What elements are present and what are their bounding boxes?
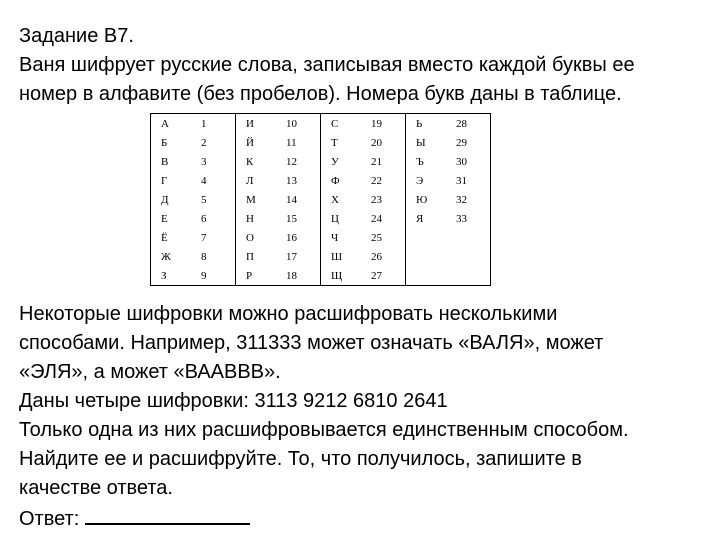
table-cell: [321, 266, 406, 286]
letter-number: 8: [201, 250, 207, 263]
letter-number: 10: [286, 117, 297, 130]
task-title: Задание В7.: [19, 25, 134, 47]
letter: Б: [161, 136, 168, 149]
table-cell: [236, 190, 321, 209]
table-cell: [151, 247, 236, 266]
answer-blank[interactable]: [85, 503, 250, 525]
table-cell: [236, 133, 321, 152]
body-line: Некоторые шифровки можно расшифровать несколькими: [19, 303, 558, 325]
letter-number: 1: [201, 117, 207, 130]
table-cell: [151, 152, 236, 171]
letter-number: 9: [201, 269, 207, 282]
letter-number: 29: [456, 136, 467, 149]
table-cell: [321, 228, 406, 247]
table-row: [151, 209, 491, 228]
letter-number: 3: [201, 155, 207, 168]
letter: А: [161, 117, 169, 130]
letter: Ь: [416, 117, 423, 130]
table-cell: [151, 133, 236, 152]
alphabet-table: [150, 113, 491, 286]
letter-number: 17: [286, 250, 297, 263]
letter: Ж: [161, 250, 171, 263]
letter-number: 14: [286, 193, 297, 206]
letter: Я: [416, 212, 424, 225]
letter: Ч: [331, 231, 339, 244]
table-cell: [321, 133, 406, 152]
table-row: [151, 171, 491, 190]
letter: У: [331, 155, 339, 168]
table-cell: [236, 266, 321, 286]
table-row: [151, 228, 491, 247]
letter-number: 16: [286, 231, 297, 244]
table-cell: [321, 171, 406, 190]
table-cell: [151, 190, 236, 209]
table-cell: [151, 114, 236, 134]
letter-number: 18: [286, 269, 297, 282]
table-cell: [236, 247, 321, 266]
letter-number: 13: [286, 174, 297, 187]
letter: Л: [246, 174, 254, 187]
table-cell: [406, 133, 491, 152]
table-cell: [406, 247, 491, 266]
letter-number: 6: [201, 212, 207, 225]
letter: К: [246, 155, 254, 168]
body-line: способами. Например, 311333 может означать «ВАЛЯ», может: [19, 332, 604, 354]
table-cell: [406, 190, 491, 209]
letter: О: [246, 231, 254, 244]
letter: Ю: [416, 193, 428, 206]
letter-number: 33: [456, 212, 467, 225]
table-row: [151, 152, 491, 171]
table-cell: [321, 209, 406, 228]
intro-line: номер в алфавите (без пробелов). Номера букв даны в таблице.: [19, 83, 622, 105]
letter-number: 31: [456, 174, 467, 187]
letter: Ц: [331, 212, 339, 225]
letter: Д: [161, 193, 169, 206]
letter: Т: [331, 136, 338, 149]
letter: П: [246, 250, 254, 263]
table-cell: [406, 209, 491, 228]
letter: С: [331, 117, 339, 130]
letter-number: 11: [286, 136, 297, 149]
answer-label: Ответ:: [19, 508, 80, 530]
letter: Щ: [331, 269, 343, 282]
letter-number: 22: [371, 174, 382, 187]
letter-number: 4: [201, 174, 207, 187]
table-cell: [151, 171, 236, 190]
body-line: качестве ответа.: [19, 477, 173, 499]
letter-number: 5: [201, 193, 207, 206]
table-cell: [406, 171, 491, 190]
body-line: «ЭЛЯ», а может «ВААВВВ».: [19, 361, 281, 383]
letter-number: 23: [371, 193, 382, 206]
task-body: [19, 300, 709, 534]
table-cell: [321, 190, 406, 209]
letter: Ф: [331, 174, 340, 187]
letter-number: 25: [371, 231, 382, 244]
table-cell: [236, 209, 321, 228]
table-cell: [406, 266, 491, 286]
letter: Й: [246, 136, 254, 149]
table-cell: [321, 247, 406, 266]
letter-number: 21: [371, 155, 382, 168]
table-cell: [236, 114, 321, 134]
answer-row: [19, 503, 709, 534]
letter: Г: [161, 174, 168, 187]
letter: З: [161, 269, 167, 282]
table-cell: [151, 209, 236, 228]
letter-number: 7: [201, 231, 207, 244]
letter-number: 27: [371, 269, 382, 282]
ciphers-line: Даны четыре шифровки: 3113 9212 6810 2641: [19, 390, 448, 412]
letter-number: 12: [286, 155, 297, 168]
body-line: Найдите ее и расшифруйте. То, что получилось, запишите в: [19, 448, 582, 470]
table-cell: [151, 266, 236, 286]
letter: Н: [246, 212, 254, 225]
table-row: [151, 133, 491, 152]
letter: Э: [416, 174, 424, 187]
table-cell: [321, 114, 406, 134]
letter: Ш: [331, 250, 343, 263]
letter-number: 26: [371, 250, 382, 263]
table-row: [151, 190, 491, 209]
letter: Х: [331, 193, 339, 206]
table-row: [151, 266, 491, 286]
intro-line: Ваня шифрует русские слова, записывая вместо каждой буквы ее: [19, 54, 635, 76]
letter: В: [161, 155, 169, 168]
task-intro: [19, 22, 709, 109]
table-row: [151, 247, 491, 266]
letter-number: 15: [286, 212, 297, 225]
letter: И: [246, 117, 254, 130]
letter-number: 32: [456, 193, 467, 206]
table-cell: [406, 228, 491, 247]
letter-number: 28: [456, 117, 467, 130]
body-line: Только одна из них расшифровывается единственным способом.: [19, 419, 629, 441]
letter: Е: [161, 212, 168, 225]
table-cell: [236, 228, 321, 247]
letter: Ы: [416, 136, 426, 149]
letter-number: 2: [201, 136, 207, 149]
table-cell: [236, 152, 321, 171]
letter: Ъ: [416, 155, 424, 168]
letter-number: 19: [371, 117, 382, 130]
letter-number: 20: [371, 136, 382, 149]
letter: Ё: [161, 231, 168, 244]
table-cell: [406, 152, 491, 171]
letter-number: 24: [371, 212, 382, 225]
table-cell: [321, 152, 406, 171]
table-cell: [151, 228, 236, 247]
table-cell: [406, 114, 491, 134]
table-cell: [236, 171, 321, 190]
letter: Р: [246, 269, 253, 282]
letter-number: 30: [456, 155, 467, 168]
letter: М: [246, 193, 256, 206]
table-row: [151, 114, 491, 134]
